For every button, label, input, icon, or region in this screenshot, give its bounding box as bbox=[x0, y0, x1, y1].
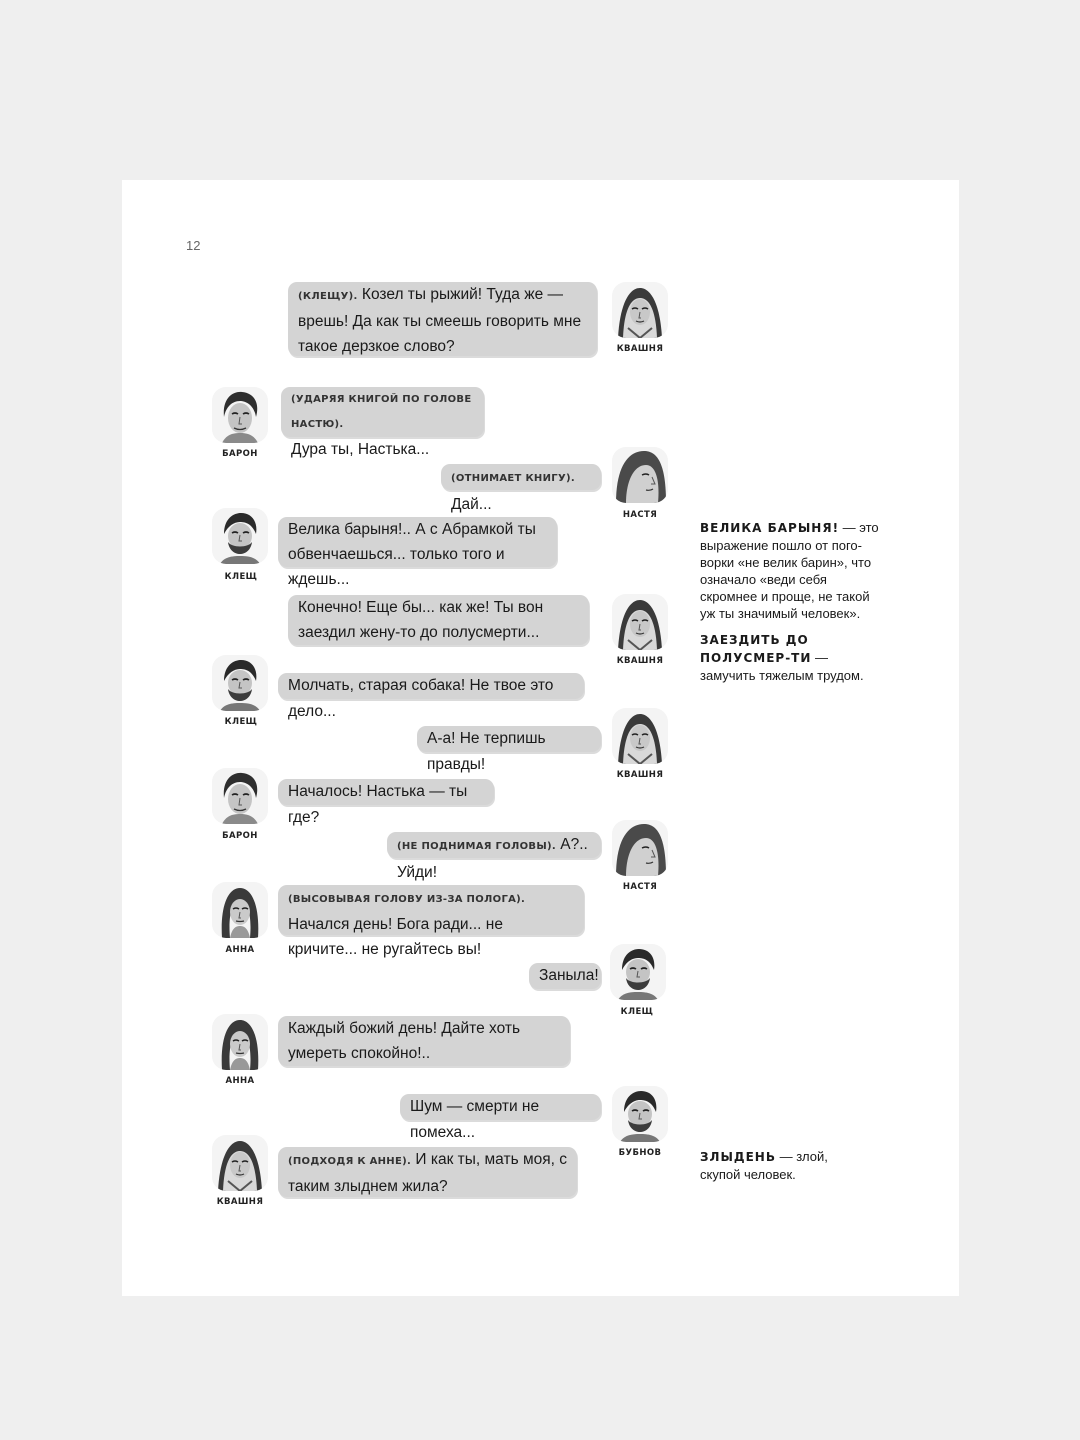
page-number: 12 bbox=[186, 238, 201, 253]
avatar-kvashnya bbox=[612, 282, 668, 338]
line-text: Шум — смерти не помеха... bbox=[410, 1098, 540, 1141]
speaker-name: НАСТЯ bbox=[622, 882, 658, 892]
avatar-kvashnya bbox=[212, 1135, 268, 1191]
speech-bubble bbox=[441, 464, 601, 513]
line-text: И как ты, мать моя, с таким злыднем жила? bbox=[288, 1151, 567, 1195]
line-text: А-а! Не терпишь правды! bbox=[427, 730, 546, 773]
glossary-note bbox=[700, 1148, 865, 1183]
stage-direction: (УДАРЯЯ КНИГОЙ ПО ГОЛОВЕ НАСТЮ). bbox=[291, 394, 472, 430]
line-text: Началось! Настька — ты где? bbox=[288, 783, 468, 826]
avatar-kleshch bbox=[212, 508, 268, 564]
speaker-name: КВАШНЯ bbox=[216, 1197, 264, 1207]
stage-direction: (ОТНИМАЕТ КНИГУ). bbox=[451, 473, 575, 484]
speaker-name: БУБНОВ bbox=[618, 1148, 662, 1158]
speech-bubble bbox=[288, 282, 597, 356]
speech-bubble bbox=[278, 673, 584, 720]
speaker-name: БАРОН bbox=[222, 831, 258, 841]
glossary-definition: — замучить тяжелым трудом. bbox=[700, 650, 864, 683]
line-text: Дай... bbox=[451, 496, 492, 513]
glossary-definition: — это выражение пошло от пого-ворки «не велик барин», что означало «веди себя скромнее и проще, не такой уж ты значимый человек». bbox=[700, 520, 879, 621]
speaker-name: АННА bbox=[225, 945, 255, 955]
glossary-term: ЗЛЫДЕНЬ bbox=[700, 1150, 776, 1164]
speaker-name: КЛЕЩ bbox=[224, 572, 258, 582]
avatar-kleshch bbox=[212, 655, 268, 711]
glossary-definition: — злой, скупой человек. bbox=[700, 1149, 828, 1182]
avatar-kleshch bbox=[610, 944, 666, 1000]
stage-direction: (ПОДХОДЯ К АННЕ). bbox=[288, 1156, 412, 1167]
speaker-name: АННА bbox=[225, 1076, 255, 1086]
speech-bubble bbox=[529, 963, 601, 989]
line-text: Козел ты рыжий! Туда же — врешь! Да как ты смеешь говорить мне такое дерзкое слово? bbox=[298, 286, 582, 355]
glossary-term: ЗАЕЗДИТЬ ДО ПОЛУСМЕР-ТИ bbox=[700, 633, 812, 665]
avatar-nastya bbox=[612, 447, 668, 503]
avatar-bubnov bbox=[612, 1086, 668, 1142]
speaker-name: КВАШНЯ bbox=[616, 344, 664, 354]
speech-bubble bbox=[288, 595, 589, 645]
avatar-nastya bbox=[612, 820, 668, 876]
line-text: Конечно! Еще бы... как же! Ты вон заездил жену-то до полусмерти... bbox=[298, 599, 544, 641]
stage-direction: (НЕ ПОДНИМАЯ ГОЛОВЫ). bbox=[397, 841, 556, 852]
glossary-term: ВЕЛИКА БАРЫНЯ! bbox=[700, 521, 840, 535]
speech-bubble bbox=[278, 779, 494, 826]
line-text: Каждый божий день! Дайте хоть умереть спокойно!.. bbox=[288, 1020, 521, 1062]
line-text: Молчать, старая собака! Не твое это дело... bbox=[288, 677, 554, 720]
speech-bubble bbox=[400, 1094, 601, 1141]
speech-bubble bbox=[278, 885, 584, 958]
stage-direction: (КЛЕЩУ). bbox=[298, 291, 358, 302]
speech-bubble bbox=[278, 1016, 570, 1066]
line-text: Велика барыня!.. А с Абрамкой ты обвенчаешься... только того и ждешь... bbox=[288, 521, 536, 588]
glossary-note bbox=[700, 631, 870, 684]
avatar-kvashnya bbox=[612, 708, 668, 764]
speech-bubble bbox=[387, 832, 601, 881]
avatar-kvashnya bbox=[612, 594, 668, 650]
speaker-name: КВАШНЯ bbox=[616, 770, 664, 780]
speech-bubble bbox=[281, 387, 484, 458]
line-text: Заныла! bbox=[539, 967, 599, 984]
line-text: А?.. Уйди! bbox=[397, 836, 588, 881]
speech-bubble bbox=[278, 1147, 577, 1197]
avatar-baron bbox=[212, 387, 268, 443]
stage-direction: (ВЫСОВЫВАЯ ГОЛОВУ ИЗ-ЗА ПОЛОГА). bbox=[288, 894, 526, 905]
glossary-note bbox=[700, 519, 880, 622]
speaker-name: КВАШНЯ bbox=[616, 656, 664, 666]
speech-bubble bbox=[417, 726, 601, 773]
speaker-name: НАСТЯ bbox=[622, 510, 658, 520]
speaker-name: БАРОН bbox=[222, 449, 258, 459]
line-text: Дура ты, Настька... bbox=[291, 441, 430, 458]
speaker-name: КЛЕЩ bbox=[224, 717, 258, 727]
speaker-name: КЛЕЩ bbox=[620, 1007, 654, 1017]
avatar-anna bbox=[212, 882, 268, 938]
avatar-baron bbox=[212, 768, 268, 824]
line-text: Начался день! Бога ради... не кричите... не ругайтесь вы! bbox=[288, 916, 503, 958]
avatar-anna bbox=[212, 1014, 268, 1070]
speech-bubble bbox=[278, 517, 557, 588]
